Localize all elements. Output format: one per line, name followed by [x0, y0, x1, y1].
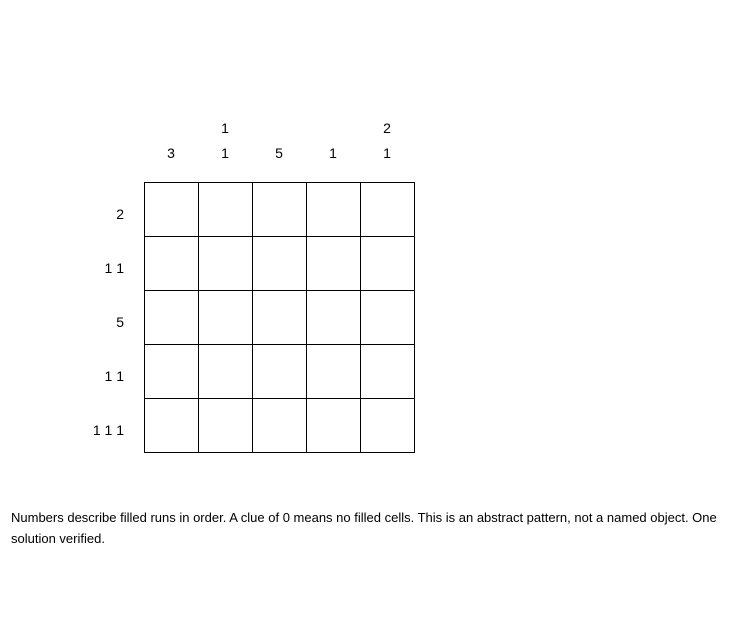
grid-cell[interactable]: [145, 237, 199, 291]
column-clue: 5: [275, 145, 283, 161]
grid-cell[interactable]: [307, 183, 361, 237]
grid-cell[interactable]: [253, 183, 307, 237]
grid-cell[interactable]: [361, 399, 415, 453]
column-clue: 1: [383, 145, 391, 161]
row-clue: 5: [116, 314, 124, 330]
grid-cell[interactable]: [145, 399, 199, 453]
grid-cell[interactable]: [253, 399, 307, 453]
grid-cell[interactable]: [145, 183, 199, 237]
column-clue: 1: [329, 145, 337, 161]
grid-cell[interactable]: [145, 345, 199, 399]
column-clue: 2: [383, 120, 391, 136]
column-clue: 1: [221, 145, 229, 161]
instructions-text: Numbers describe filled runs in order. A clue of 0 means no filled cells. This is an abstract pattern, not a named object. One solution verified.: [11, 510, 717, 546]
grid-cell[interactable]: [253, 237, 307, 291]
column-clue: 3: [167, 145, 175, 161]
grid-cell[interactable]: [253, 345, 307, 399]
grid-cell[interactable]: [361, 345, 415, 399]
row-clue: 1 1 1: [92, 422, 124, 438]
grid-cell[interactable]: [361, 291, 415, 345]
grid-cell[interactable]: [253, 291, 307, 345]
grid-cell[interactable]: [307, 291, 361, 345]
grid-cell[interactable]: [307, 345, 361, 399]
grid-cell[interactable]: [199, 399, 253, 453]
grid-cell[interactable]: [361, 183, 415, 237]
grid-cell[interactable]: [199, 345, 253, 399]
grid-cell[interactable]: [307, 399, 361, 453]
grid-cell[interactable]: [307, 237, 361, 291]
row-clue: 1 1: [104, 368, 124, 384]
column-clue: 1: [221, 120, 229, 136]
grid-cell[interactable]: [199, 183, 253, 237]
grid-cell[interactable]: [199, 291, 253, 345]
nonogram-grid: [144, 182, 415, 453]
grid-cell[interactable]: [145, 291, 199, 345]
grid-cell[interactable]: [361, 237, 415, 291]
row-clue: 2: [116, 206, 124, 222]
row-clue: 1 1: [104, 260, 124, 276]
grid-cell[interactable]: [199, 237, 253, 291]
